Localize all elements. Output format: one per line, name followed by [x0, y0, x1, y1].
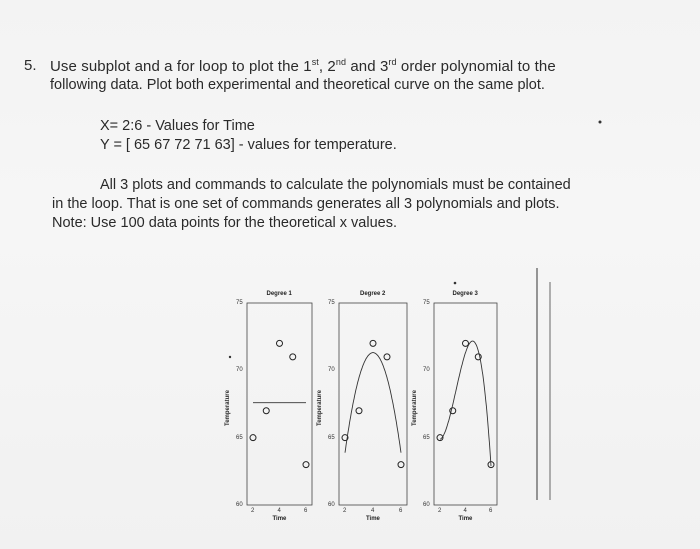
x-axis-label: Time [272, 516, 287, 522]
theoretical-curve [345, 353, 401, 453]
y-tick-label: 75 [236, 300, 243, 306]
y-axis-label: Temperature [412, 390, 418, 426]
subplot-title: Degree 3 [452, 291, 478, 297]
x-tick-label: 2 [438, 508, 442, 514]
experimental-point [263, 408, 269, 414]
question-number: 5. [24, 57, 37, 74]
x-tick-label: 6 [399, 508, 403, 514]
y-tick-label: 75 [328, 300, 335, 306]
subplot-axes-2 [339, 303, 407, 505]
subplot-title: Degree 2 [360, 291, 386, 297]
y-tick-label: 60 [423, 502, 430, 508]
x-tick-label: 4 [277, 508, 281, 514]
x-tick-label: 6 [304, 508, 308, 514]
y-values-line: Y = [ 65 67 72 71 63] - values for temperature. [100, 137, 397, 153]
y-tick-label: 65 [328, 434, 335, 441]
x-tick-label: 4 [371, 508, 375, 514]
experimental-point [277, 340, 283, 346]
instruction-text-a: Use subplot and a for loop to plot the 1 [50, 58, 312, 75]
experimental-point [250, 435, 256, 441]
x-tick-label: 2 [251, 508, 255, 514]
y-axis-label: Temperature [317, 390, 323, 426]
theoretical-curve [440, 341, 491, 466]
subplot-axes-1 [247, 303, 312, 505]
y-axis-label: Temperature [225, 390, 231, 426]
instruction-line-2: following data. Plot both experimental and theoretical curve on the same plot. [50, 77, 545, 93]
paragraph-line-2: in the loop. That is one set of commands generates all 3 polynomials and plots. [52, 196, 560, 212]
sup-rd: rd [388, 57, 397, 67]
paragraph-line-1: All 3 plots and commands to calculate the polynomials must be contained [100, 177, 571, 193]
y-tick-label: 60 [236, 502, 243, 508]
instruction-text-c: and 3 [346, 58, 389, 75]
x-values-line: X= 2:6 - Values for Time [100, 118, 255, 134]
experimental-point [290, 354, 296, 360]
y-tick-label: 70 [328, 367, 335, 374]
dot-mark-3 [454, 282, 457, 285]
experimental-point [303, 462, 309, 468]
experimental-point [356, 408, 362, 414]
experimental-point [384, 354, 390, 360]
dot-mark [599, 121, 602, 124]
experimental-point [463, 340, 469, 346]
experimental-point [398, 462, 404, 468]
subplot-axes-3 [434, 303, 497, 505]
subplot-title: Degree 1 [266, 291, 292, 297]
instruction-text-d: order polynomial to the [396, 58, 556, 75]
y-tick-label: 60 [328, 502, 335, 508]
instruction-text-b: , 2 [318, 58, 336, 75]
x-tick-label: 4 [463, 508, 467, 514]
y-tick-label: 65 [236, 434, 243, 441]
y-tick-label: 65 [423, 434, 430, 441]
y-tick-label: 75 [423, 300, 430, 306]
paragraph-line-3: Note: Use 100 data points for the theoretical x values. [52, 215, 397, 231]
x-tick-label: 6 [489, 508, 493, 514]
y-tick-label: 70 [236, 367, 243, 374]
x-axis-label: Time [458, 516, 473, 522]
x-tick-label: 2 [343, 508, 347, 514]
dot-mark-2 [229, 356, 231, 358]
y-tick-label: 70 [423, 367, 430, 374]
sup-st: st [311, 57, 319, 67]
x-axis-label: Time [366, 516, 380, 522]
sup-nd: nd [335, 57, 347, 67]
experimental-point [370, 340, 376, 346]
